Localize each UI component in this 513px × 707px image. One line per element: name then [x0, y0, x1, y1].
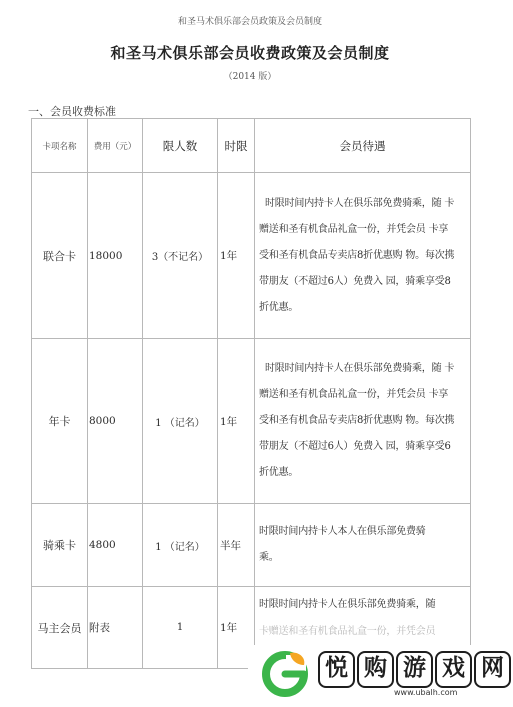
benefit-line: 时限时间内持卡人在俱乐部免费骑乘，随 卡 [265, 363, 455, 374]
watermark-url: www.ubalh.com [394, 688, 458, 697]
column-header-fee: 费用（元） [88, 119, 143, 173]
card-fee: 附表 [88, 587, 143, 669]
card-benefits [255, 504, 471, 587]
site-watermark [248, 645, 504, 701]
running-header: 和圣马术俱乐部会员政策及会员制度 [177, 17, 322, 27]
card-limit: 3（不记名） [143, 173, 218, 339]
card-benefits [255, 173, 471, 339]
benefit-line: 卡赠送和圣有机食品礼盒一份，并凭会员 [259, 626, 436, 637]
section-heading: 一、会员收费标准 [28, 105, 116, 118]
benefit-line: 受和圣有机食品专卖店8折优惠购 物。每次携 [259, 249, 455, 261]
card-period: 1年 [218, 173, 255, 339]
card-fee: 4800 [88, 504, 143, 587]
card-limit: 1 [143, 587, 218, 669]
card-name: 联合卡 [32, 173, 88, 339]
column-header-card-name: 卡项名称 [32, 119, 88, 173]
benefit-line: 受和圣有机食品专卖店8折优惠购 物。每次携 [259, 415, 455, 426]
card-name: 骑乘卡 [32, 504, 88, 587]
benefit-line: 乘。 [259, 552, 279, 563]
card-benefits [255, 339, 471, 504]
watermark-char: 悦 [318, 651, 355, 688]
card-limit: 1 （记名） [143, 504, 218, 587]
benefit-line: 带朋友（不超过6人）免费入 园，骑乘享受6 [259, 441, 451, 452]
watermark-char: 购 [357, 651, 394, 688]
benefit-line: 带朋友（不超过6人）免费入 园，骑乘享受8 [259, 275, 451, 287]
card-fee: 18000 [88, 173, 143, 339]
benefit-line: 赠送和圣有机食品礼盒一份，并凭会员 卡享 [259, 389, 449, 400]
benefit-line: 折优惠。 [259, 301, 299, 313]
benefit-line: 赠送和圣有机食品礼盒一份，并凭会员 卡享 [259, 223, 449, 235]
benefit-line: 时限时间内持卡人本人在俱乐部免费骑 [259, 526, 426, 537]
table-header-row [32, 119, 471, 173]
watermark-char: 游 [396, 651, 433, 688]
card-limit: 1 （记名） [143, 339, 218, 504]
watermark-brand-text [318, 651, 513, 688]
column-header-limit: 限人数 [143, 119, 218, 173]
watermark-char: 网 [474, 651, 511, 688]
benefit-line: 时限时间内持卡人在俱乐部免费骑乘，随 [259, 599, 436, 610]
watermark-char: 戏 [435, 651, 472, 688]
document-title: 和圣马术俱乐部会员收费政策及会员制度 [110, 44, 390, 62]
card-period: 半年 [218, 504, 255, 587]
card-period: 1年 [218, 587, 255, 669]
card-name: 年卡 [32, 339, 88, 504]
table-row [32, 504, 471, 587]
card-fee: 8000 [88, 339, 143, 504]
membership-fee-table [31, 118, 471, 669]
benefit-line: 折优惠。 [259, 467, 299, 478]
column-header-period: 时限 [218, 119, 255, 173]
watermark-logo-icon [260, 649, 310, 699]
table-row [32, 173, 471, 339]
column-header-benefits: 会员待遇 [255, 119, 471, 173]
table-row [32, 339, 471, 504]
benefit-line: 时限时间内持卡人在俱乐部免费骑乘，随 卡 [265, 197, 455, 209]
document-version: （2014 版） [223, 72, 277, 82]
card-name: 马主会员 [32, 587, 88, 669]
card-period: 1年 [218, 339, 255, 504]
